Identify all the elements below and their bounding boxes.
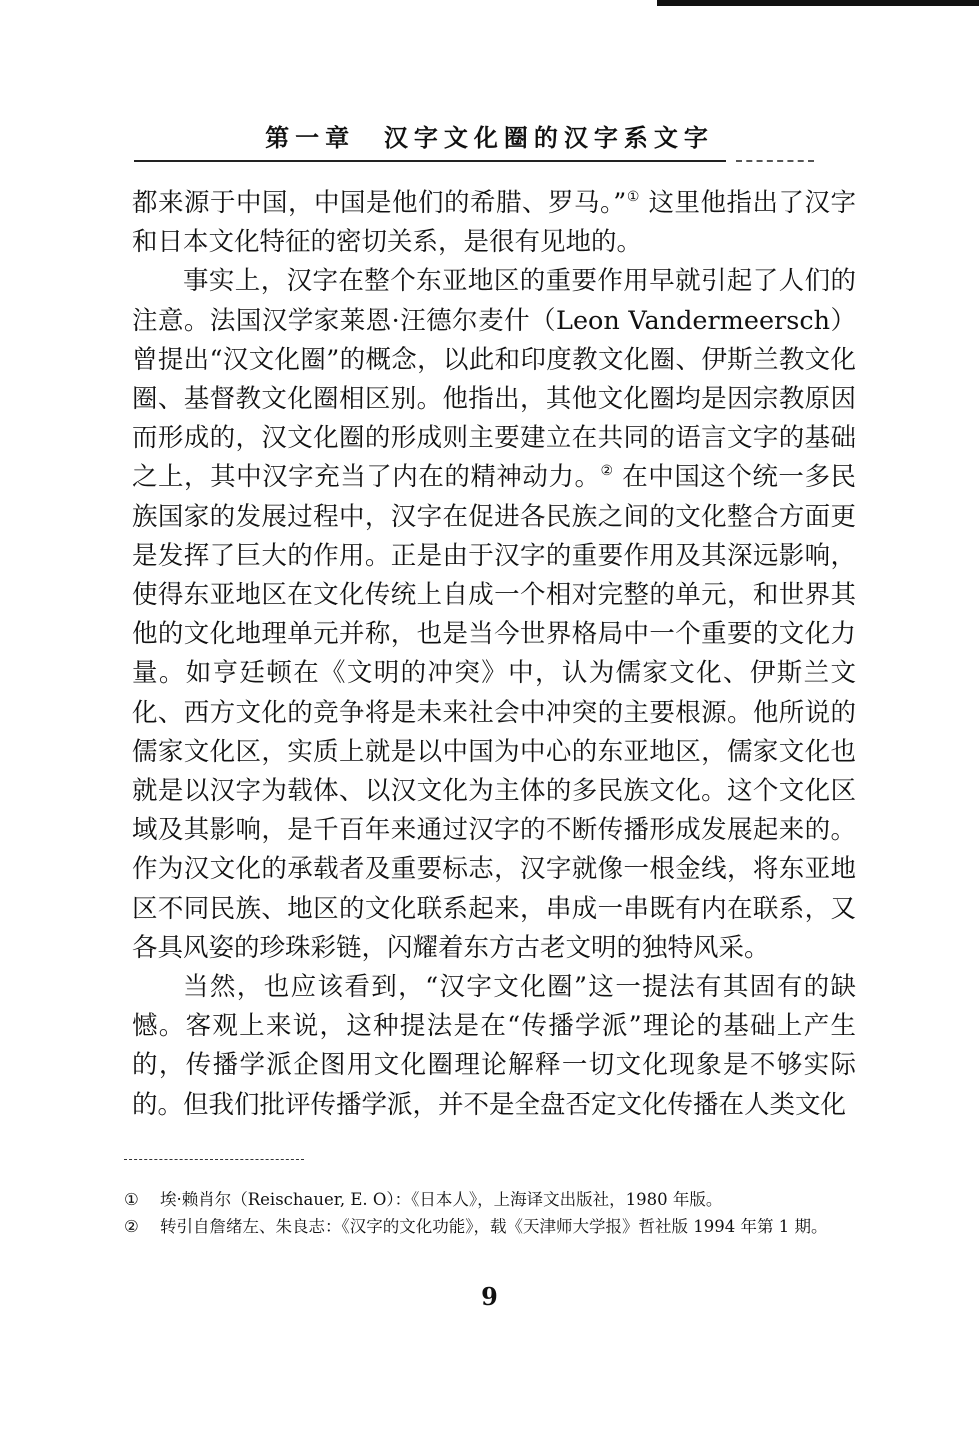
paragraph-3: [132, 968, 856, 1125]
footnote-ref-1: ①: [626, 189, 640, 205]
footnote-2-mark: ②: [124, 1217, 139, 1236]
running-header: [0, 118, 979, 153]
page-number: 9: [481, 1282, 498, 1311]
footnote-separator: [124, 1159, 304, 1160]
header-rule: [134, 160, 726, 162]
paragraph-2: [132, 262, 856, 968]
paragraph-1-continued: 这里他指出了汉字和日本文化特征的密切关系，是很有见地的。: [132, 188, 856, 258]
paragraph-1: [132, 184, 856, 262]
footnote-1-mark: ①: [124, 1190, 139, 1209]
chapter-number: 第一章: [265, 123, 356, 152]
header-rule-tail: [736, 160, 814, 162]
footnote-1: [124, 1186, 856, 1213]
footnotes: [124, 1186, 856, 1240]
footnote-2: [124, 1213, 856, 1240]
top-edge-rule: [657, 0, 979, 6]
paragraph-2-continued: 在中国这个统一多民族国家的发展过程中，汉字在促进各民族之间的文化整合方面更是发挥了巨大的作用。正是由于汉字的重要作用及其深远影响，使得东亚地区在文化传统上自成一个相对完整的单元，和世界其他的文化地理单元并称，也是当今世界格局中一个重要的文化力量。如亨廷顿在《文明的冲突》中，认为儒家文化、伊斯兰文化、西方文化的竞争将是未来社会中冲突的主要根源。他所说的儒家文化区，实质上就是以中国为中心的东亚地区，儒家文化也就是以汉字为载体、以汉文化为主体的多民族文化。这个文化区域及其影响，是千百年来通过汉字的不断传播形成发展起来的。作为汉文化的承载者及重要标志，汉字就像一根金线，将东亚地区不同民族、地区的文化联系起来，串成一串既有内在联系，又各具风姿的珍珠彩链，闪耀着东方古老文明的独特风采。: [132, 462, 856, 963]
paragraph-1-text: 都来源于中国，中国是他们的希腊、罗马。”: [132, 188, 627, 218]
paragraph-3-text: 当然，也应该看到，“汉字文化圈”这一提法有其固有的缺憾。客观上来说，这种提法是在“传播学派”理论的基础上产生的，传播学派企图用文化圈理论解释一切文化现象是不够实际的。但我们批评传播学派，并不是全盘否定文化传播在人类文化: [132, 972, 856, 1120]
chapter-title: 汉字文化圈的汉字系文字: [383, 123, 714, 152]
footnote-2-text: 转引自詹绪左、朱良志：《汉字的文化功能》，载《天津师大学报》哲社版 1994 年第 1 期。: [160, 1217, 828, 1236]
paragraph-2-text: 事实上，汉字在整个东亚地区的重要作用早就引起了人们的注意。法国汉学家莱恩·汪德尔麦什（Leon Vandermeersch）曾提出“汉文化圈”的概念，以此和印度教文化圈、伊斯兰教文化圈、基督教文化圈相区别。他指出，其他文化圈均是因宗教原因而形成的，汉文化圈的形成则主要建立在共同的语言文字的基础之上，其中汉字充当了内在的精神动力。: [132, 266, 856, 493]
footnote-1-text: 埃·赖肖尔（Reischauer, E. O）：《日本人》，上海译文出版社，1980 年版。: [160, 1190, 723, 1209]
body-text: [132, 184, 856, 1125]
footnote-ref-2: ②: [600, 463, 614, 480]
